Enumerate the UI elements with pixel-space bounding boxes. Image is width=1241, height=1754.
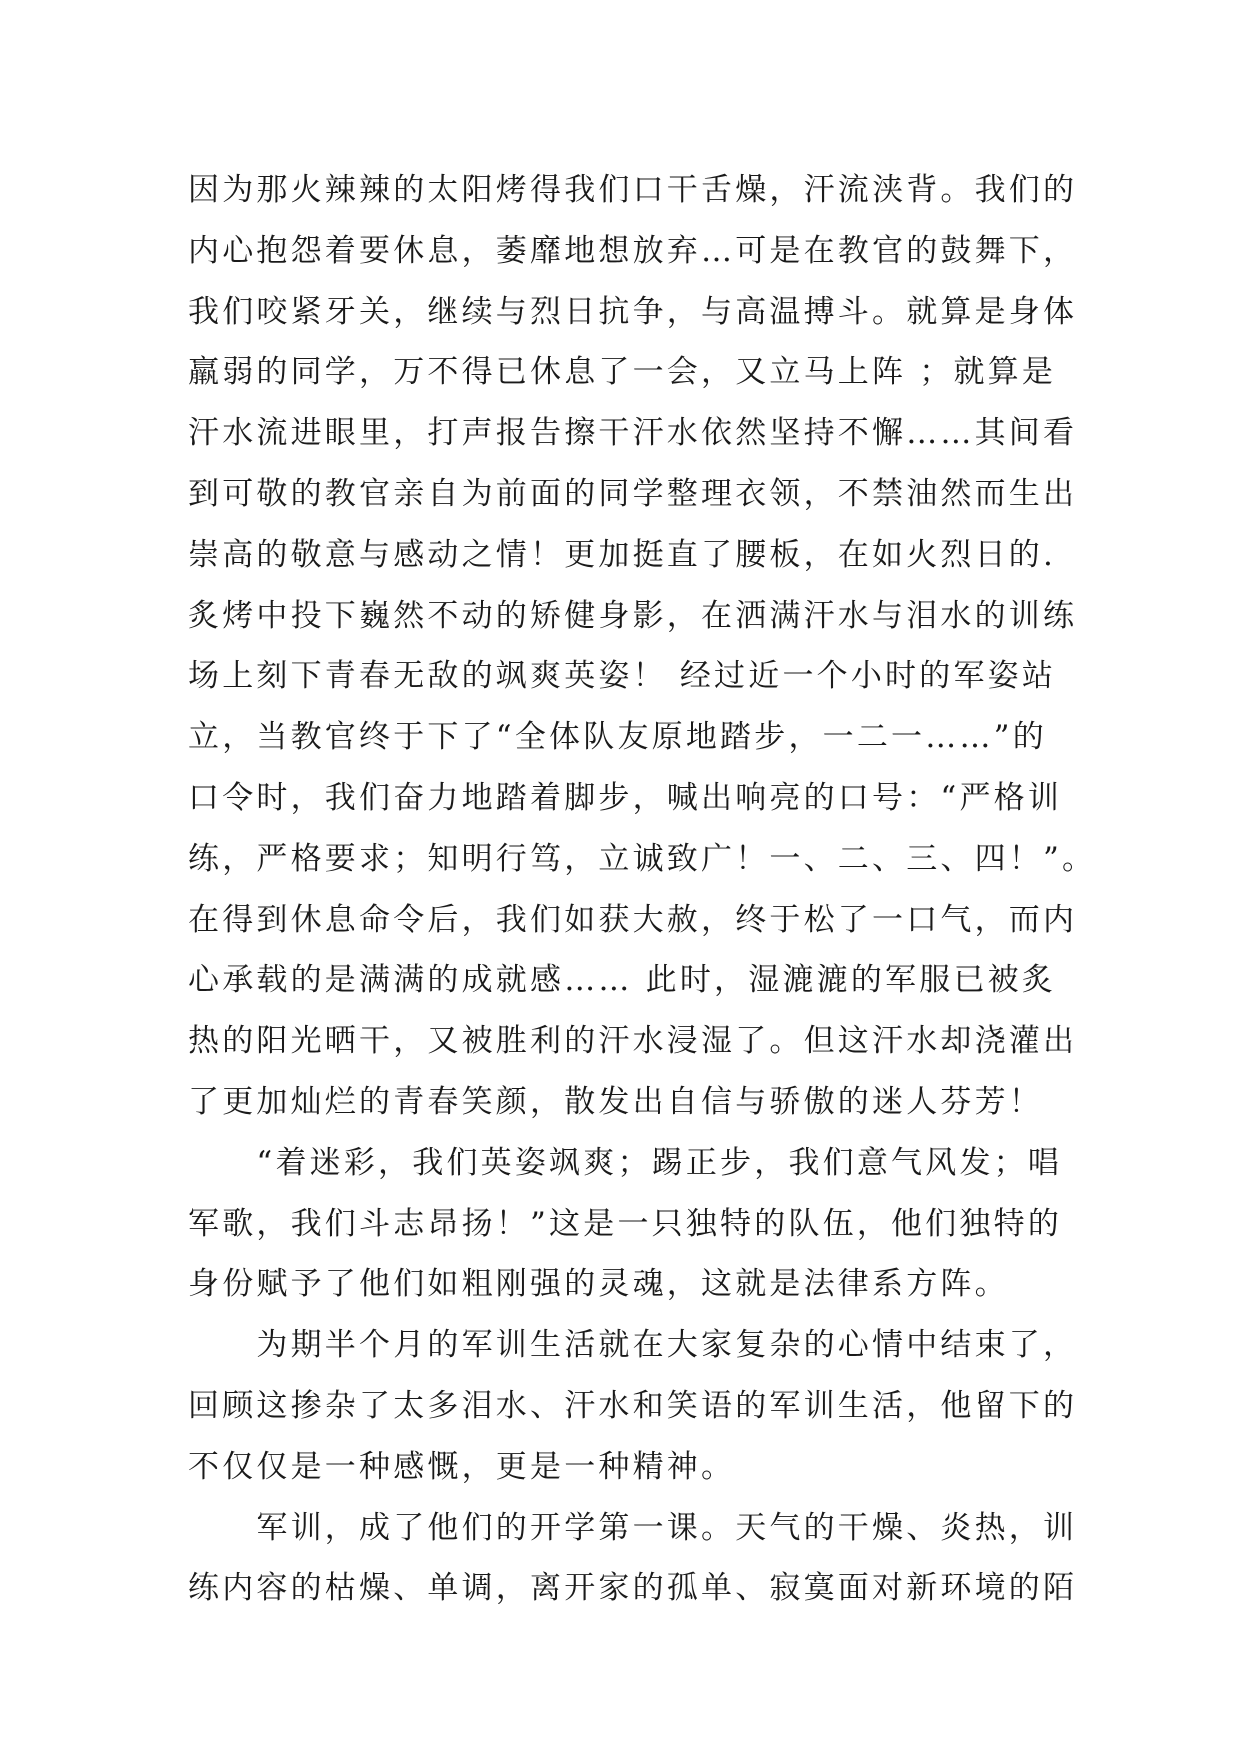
text-line: 了更加灿烂的青春笑颜，散发出自信与骄傲的迷人芬芳！ xyxy=(188,1083,1043,1120)
text-line: 不仅仅是一种感慨，更是一种精神。 xyxy=(188,1448,736,1485)
text-line: 口令时，我们奋力地踏着脚步，喊出响亮的口号：“严格训 xyxy=(188,779,1063,816)
text-line: 到可敬的教官亲自为前面的同学整理衣领，不禁油然而生出 xyxy=(188,475,1078,512)
text-line: 回顾这掺杂了太多泪水、汗水和笑语的军训生活，他留下的 xyxy=(188,1387,1078,1424)
text-line: 为期半个月的军训生活就在大家复杂的心情中结束了， xyxy=(188,1327,1078,1364)
text-line: 在得到休息命令后，我们如获大赦，终于松了一口气，而内 xyxy=(188,901,1078,938)
text-line: 军训，成了他们的开学第一课。天气的干燥、炎热，训 xyxy=(188,1509,1078,1546)
text-line: 炙烤中投下巍然不动的矫健身影，在洒满汗水与泪水的训练 xyxy=(188,597,1078,634)
text-line: 练，严格要求；知明行笃，立诚致广！一、二、三、四！”。 xyxy=(188,840,1097,877)
text-line: 热的阳光晒干，又被胜利的汗水浸湿了。但这汗水却浇灌出 xyxy=(188,1023,1078,1060)
text-line: 汗水流进眼里，打声报告擦干汗水依然坚持不懈……其间看 xyxy=(188,415,1078,452)
text-line: 心承载的是满满的成就感…… 此时，湿漉漉的军服已被炙 xyxy=(188,962,1057,999)
text-line: 内心抱怨着要休息，萎靡地想放弃…可是在教官的鼓舞下， xyxy=(188,232,1078,269)
text-line: 羸弱的同学，万不得已休息了一会，又立马上阵 ；就算是 xyxy=(188,354,1057,391)
text-line: 因为那火辣辣的太阳烤得我们口干舌燥，汗流浃背。我们的 xyxy=(188,172,1078,208)
body-text xyxy=(188,160,1097,1619)
text-line: “着迷彩，我们英姿飒爽；踢正步，我们意气风发；唱 xyxy=(188,1144,1063,1181)
text-line: 崇高的敬意与感动之情！更加挺直了腰板，在如火烈日的. xyxy=(188,536,1057,573)
text-line: 场上刻下青春无敌的飒爽英姿！ 经过近一个小时的军姿站 xyxy=(188,658,1057,695)
text-line: 身份赋予了他们如粗刚强的灵魂，这就是法律系方阵。 xyxy=(188,1266,1009,1303)
text-line: 练内容的枯燥、单调，离开家的孤单、寂寞面对新环境的陌 xyxy=(188,1570,1078,1607)
text-line: 立，当教官终于下了“全体队友原地踏步，一二一……”的 xyxy=(188,719,1047,756)
text-line: 我们咬紧牙关，继续与烈日抗争，与高温搏斗。就算是身体 xyxy=(188,293,1078,330)
text-line: 军歌，我们斗志昂扬！”这是一只独特的队伍，他们独特的 xyxy=(188,1205,1063,1242)
